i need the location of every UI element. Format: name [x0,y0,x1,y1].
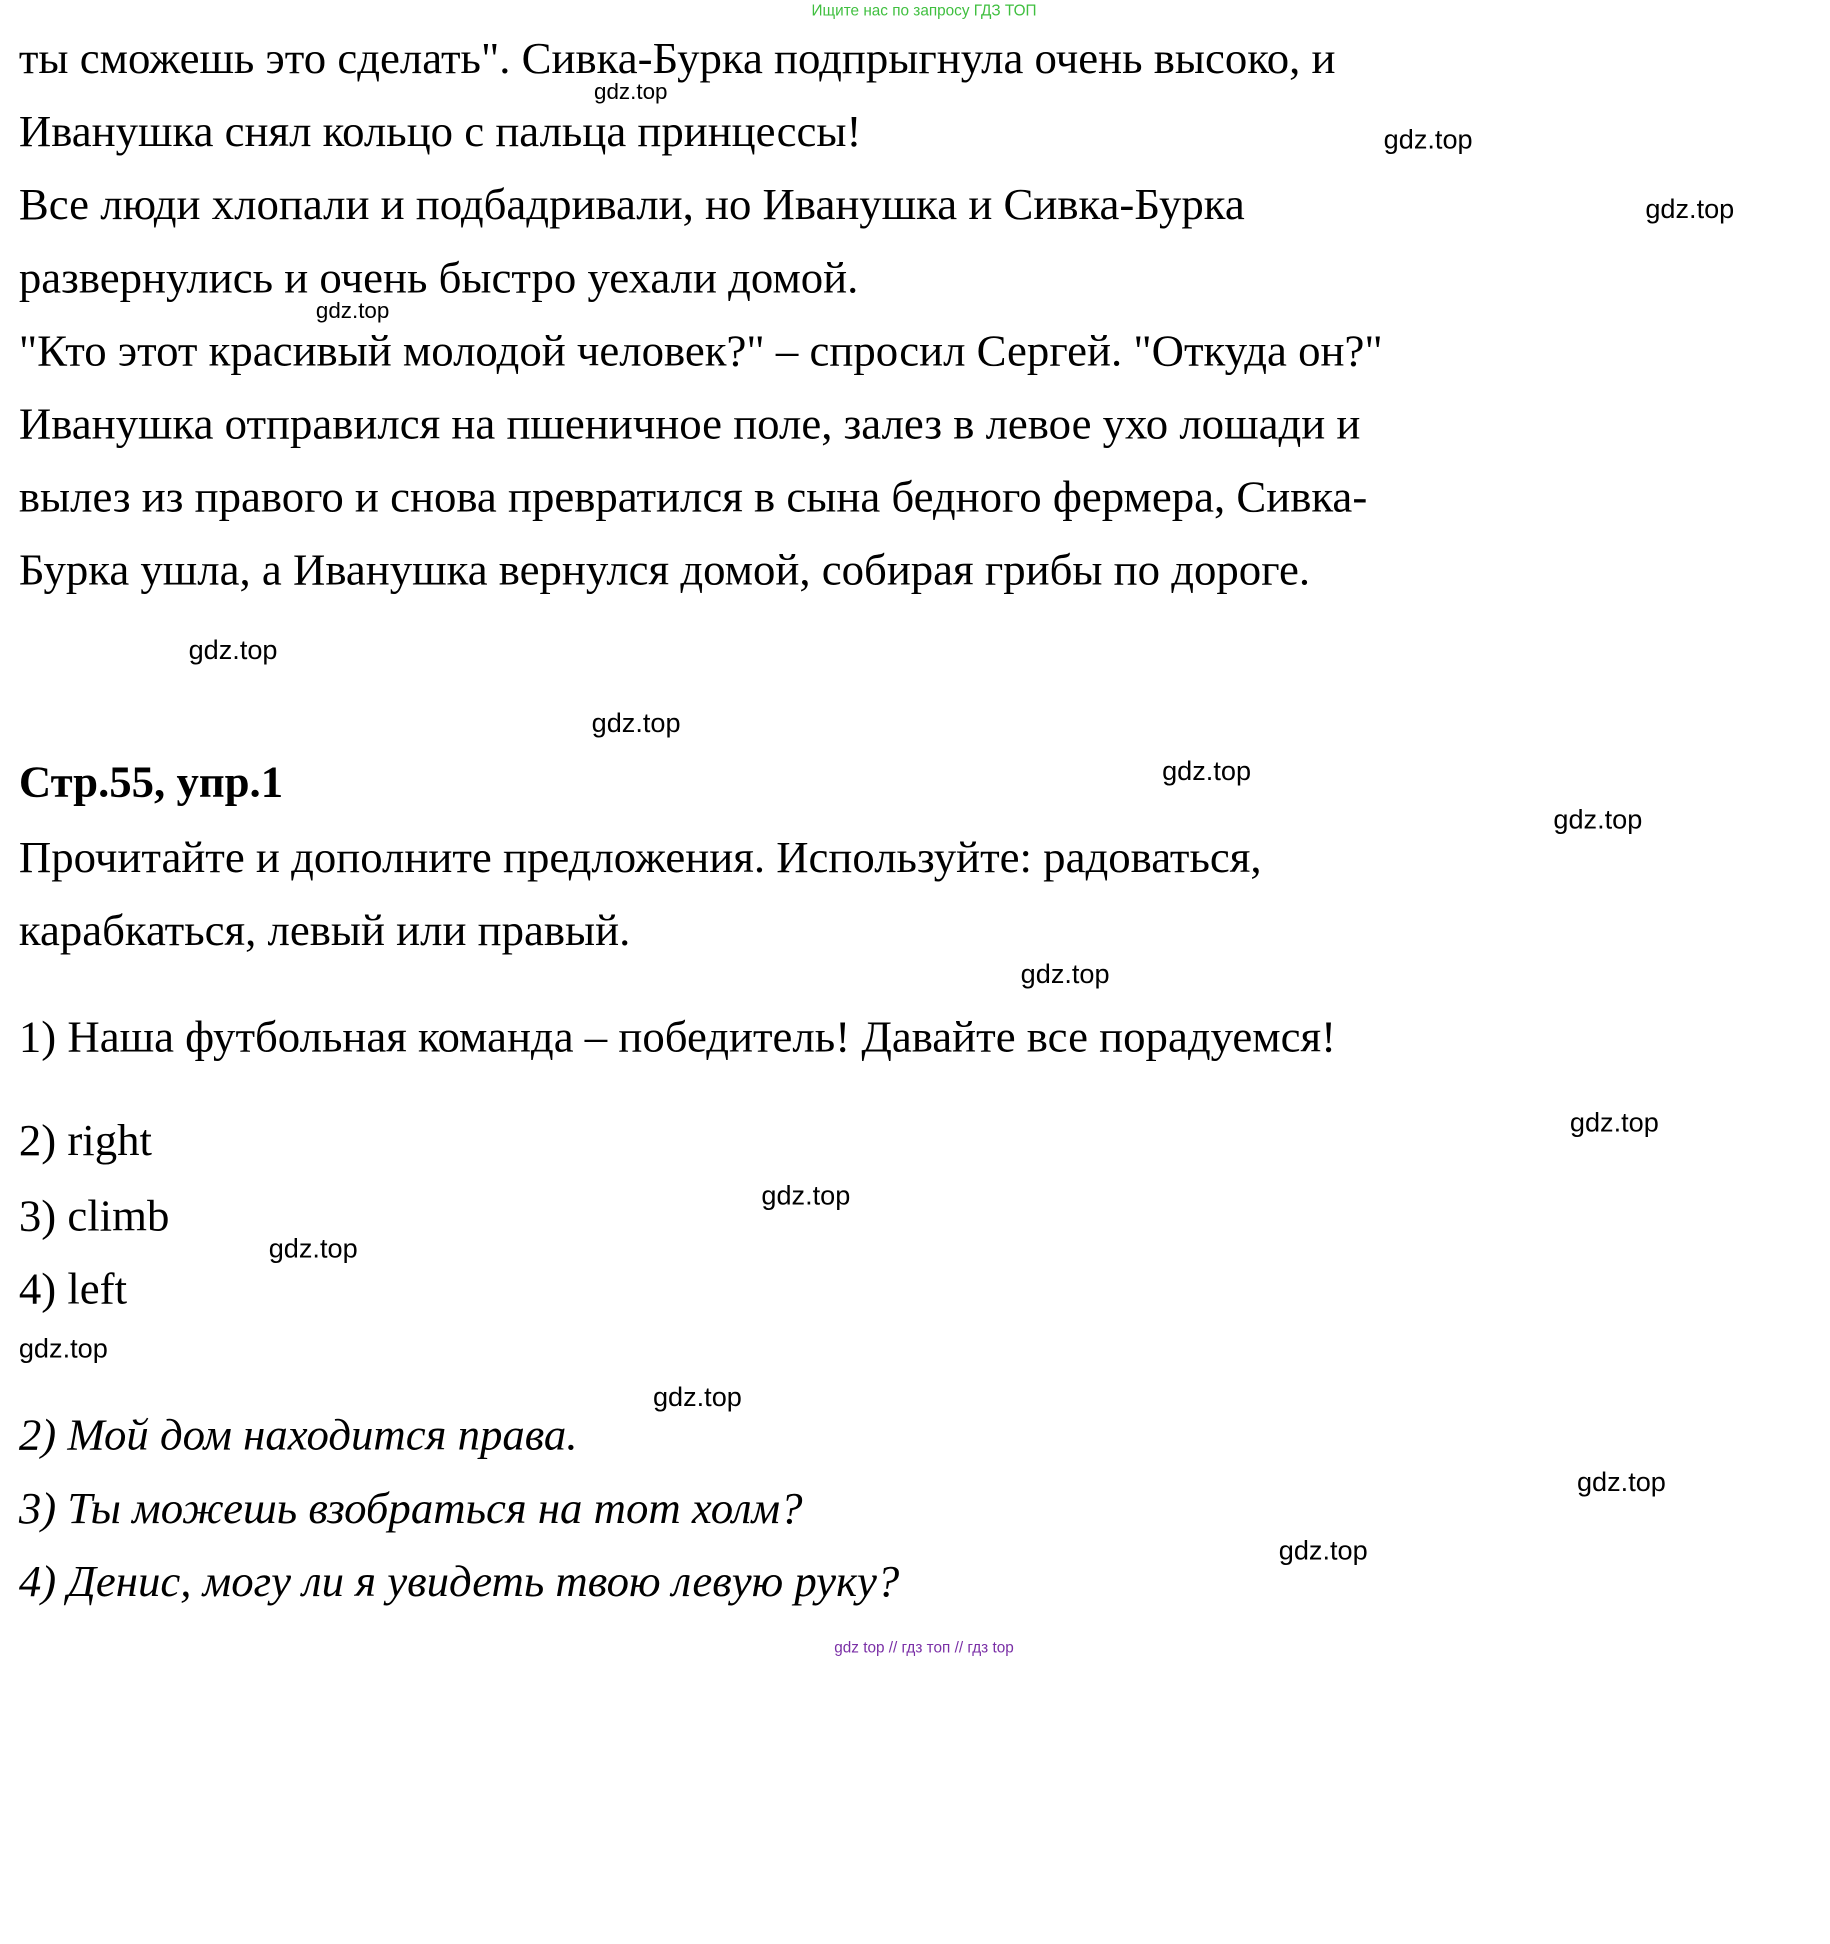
word-item: 4) left [18,1264,128,1315]
story-line: развернулись и очень быстро уехали домой. [18,253,859,303]
watermark: gdz.top [1569,1106,1659,1138]
word-item: 3) climb [18,1191,170,1242]
watermark: gdz.top [1383,123,1473,155]
watermark: gdz.top [315,299,390,325]
story-line: Иванушка отправился на пшеничное поле, залез в левое ухо лошади и [18,399,1361,450]
top-banner: Ищите нас по запросу ГДЗ ТОП [811,1,1037,19]
story-line: Бурка ушла, а Иванушка вернулся домой, собирая грибы по дороге. [18,545,1311,596]
watermark: gdz.top [18,1332,108,1364]
story-line: Все люди хлопали и подбадривали, но Иванушка и Сивка-Бурка [18,180,1245,230]
sentence-line: 2) Мой дом находится права. [18,1410,578,1461]
exercise-title: Стр.55, упр.1 [18,757,284,808]
watermark: gdz.top [594,80,668,105]
instruction-line: Прочитайте и дополните предложения. Используйте: радоваться, [18,833,1262,883]
watermark: gdz.top [1645,193,1735,224]
story-line: Иванушка снял кольцо с пальца принцессы! [18,107,862,157]
sentence-line: 4) Денис, могу ли я увидеть твою левую руку? [18,1556,900,1607]
instruction-line: карабкаться, левый или правый. [18,906,631,956]
watermark: gdz.top [1553,803,1643,835]
watermark: gdz.top [652,1381,742,1412]
watermark: gdz.top [268,1232,358,1264]
watermark: gdz.top [591,707,681,738]
story-line: ты сможешь это сделать". Сивка-Бурка подпрыгнула очень высоко, и [18,34,1336,84]
watermark: gdz.top [1020,958,1110,989]
sentence-line: 3) Ты можешь взобраться на тот холм? [18,1483,803,1534]
watermark: gdz.top [1576,1466,1666,1497]
answer-line: 1) Наша футбольная команда – победитель! Давайте все порадуемся! [18,1012,1337,1062]
story-line: "Кто этот красивый молодой человек?" – спросил Сергей. "Откуда он?" [18,326,1383,376]
watermark: gdz.top [1162,755,1252,787]
bottom-banner: gdz top // гдз топ // гдз top [834,1638,1014,1656]
word-item: 2) right [18,1116,152,1166]
story-line: вылез из правого и снова превратился в сына бедного фермера, Сивка- [18,472,1368,523]
watermark: gdz.top [761,1179,851,1211]
watermark: gdz.top [1278,1534,1368,1566]
watermark: gdz.top [188,634,278,665]
